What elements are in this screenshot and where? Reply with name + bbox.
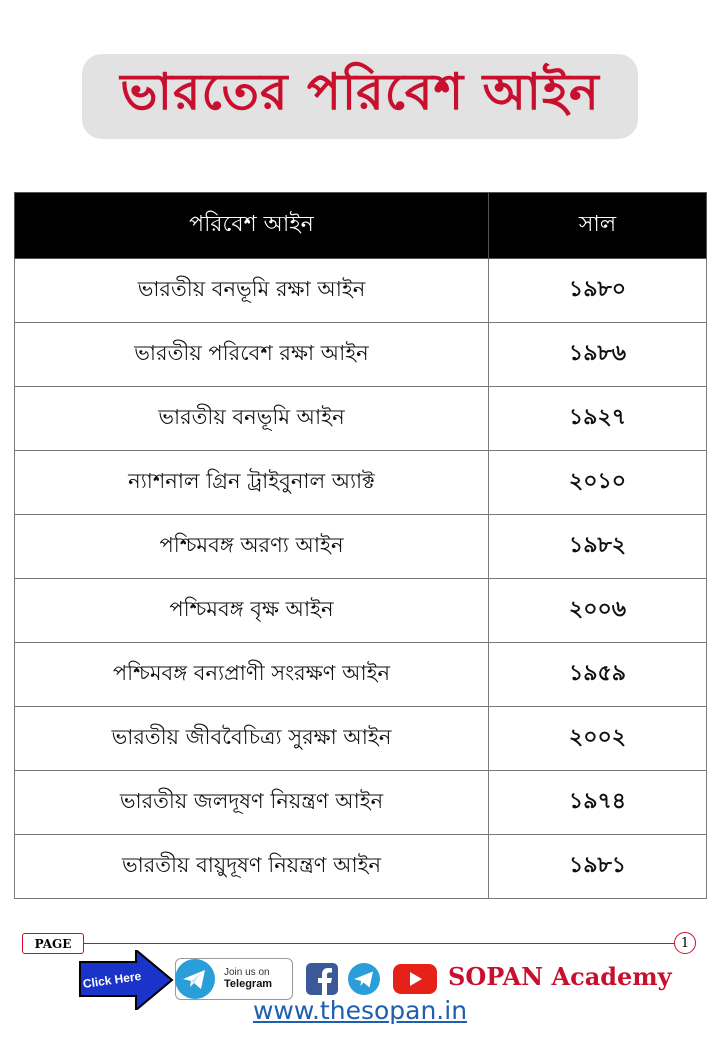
- law-name: ভারতীয় বনভূমি আইন: [15, 387, 489, 451]
- table-row: [15, 579, 707, 643]
- table-row: [15, 323, 707, 387]
- telegram-join-line1: Join us on: [224, 966, 270, 978]
- law-name: পশ্চিমবঙ্গ অরণ্য আইন: [15, 515, 489, 579]
- law-year: ১৯৮১: [489, 835, 707, 899]
- law-year: ১৯২৭: [489, 387, 707, 451]
- law-year: ২০০৬: [489, 579, 707, 643]
- environment-laws-table: [14, 192, 707, 899]
- table-row: [15, 259, 707, 323]
- header-law: পরিবেশ আইন: [15, 193, 489, 259]
- telegram-join-button[interactable]: [175, 958, 293, 1000]
- footer-divider: [84, 943, 674, 944]
- page-label: PAGE: [22, 933, 84, 954]
- law-name: পশ্চিমবঙ্গ বন্যপ্রাণী সংরক্ষণ আইন: [15, 643, 489, 707]
- law-year: ১৯৮৬: [489, 323, 707, 387]
- telegram-icon[interactable]: [347, 962, 381, 996]
- click-here-label: Click Here: [81, 968, 143, 992]
- brand-name: SOPAN Academy: [448, 962, 672, 991]
- law-name: ন্যাশনাল গ্রিন ট্রাইবুনাল অ্যাক্ট: [15, 451, 489, 515]
- table-row: [15, 451, 707, 515]
- law-name: ভারতীয় বায়ুদূষণ নিয়ন্ত্রণ আইন: [15, 835, 489, 899]
- law-name: ভারতীয় জলদূষণ নিয়ন্ত্রণ আইন: [15, 771, 489, 835]
- table-row: [15, 771, 707, 835]
- law-name: ভারতীয় জীববৈচিত্র্য সুরক্ষা আইন: [15, 707, 489, 771]
- table-row: [15, 643, 707, 707]
- law-name: পশ্চিমবঙ্গ বৃক্ষ আইন: [15, 579, 489, 643]
- law-year: ১৯৭৪: [489, 771, 707, 835]
- table-row: [15, 707, 707, 771]
- law-year: ১৯৮২: [489, 515, 707, 579]
- law-year: ১৯৮০: [489, 259, 707, 323]
- header-year: সাল: [489, 193, 707, 259]
- table-header-row: [15, 193, 707, 259]
- law-year: ২০১০: [489, 451, 707, 515]
- title-banner: [82, 54, 638, 139]
- law-name: ভারতীয় পরিবেশ রক্ষা আইন: [15, 323, 489, 387]
- telegram-icon: [174, 958, 216, 1000]
- table-row: [15, 515, 707, 579]
- website-link[interactable]: www.thesopan.in: [252, 996, 468, 1025]
- page-title: ভারতের পরিবেশ আইন: [120, 62, 600, 121]
- table-row: [15, 387, 707, 451]
- telegram-join-line2: Telegram: [224, 978, 273, 991]
- facebook-icon[interactable]: [306, 963, 338, 995]
- page-number: 1: [674, 932, 696, 954]
- youtube-icon[interactable]: [393, 964, 437, 994]
- law-name: ভারতীয় বনভূমি রক্ষা আইন: [15, 259, 489, 323]
- table-row: [15, 835, 707, 899]
- law-year: ১৯৫৯: [489, 643, 707, 707]
- law-year: ২০০২: [489, 707, 707, 771]
